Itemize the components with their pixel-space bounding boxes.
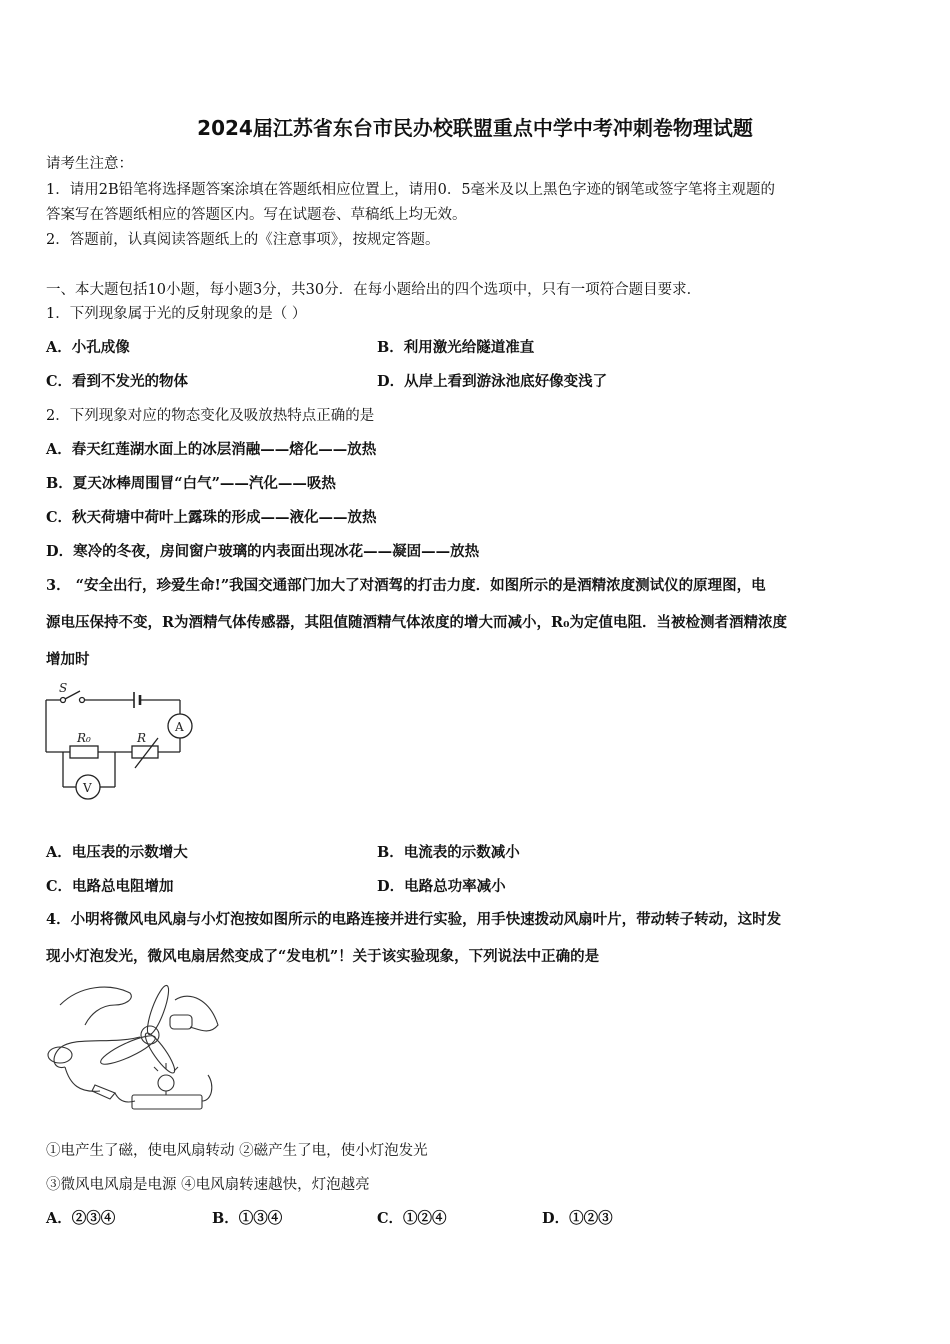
page-title: 2024届江苏省东台市民办校联盟重点中学中考冲刺卷物理试题: [197, 116, 753, 140]
r-label: R: [137, 731, 147, 745]
q4-option-c: C．①②④: [377, 1210, 447, 1227]
r0-label: R₀: [77, 731, 91, 745]
notice-item-1-line-2: 答案写在答题纸相应的答题区内。写在试题卷、草稿纸上均无效。: [46, 207, 467, 223]
q3-option-c: C．电路总电阻增加: [46, 878, 174, 895]
ammeter-label: A: [175, 720, 184, 734]
q3-option-b: B．电流表的示数减小: [377, 844, 520, 861]
q3-stem-line-3: 增加时: [46, 651, 90, 668]
q1-option-b: B．利用激光给隧道准直: [377, 339, 535, 356]
q1-option-c: C．看到不发光的物体: [46, 373, 189, 390]
q2-option-c: C．秋天荷塘中荷叶上露珠的形成——液化——放热: [46, 509, 377, 526]
q4-statements-line-1: ①电产生了磁，使电风扇转动 ②磁产生了电，使小灯泡发光: [46, 1143, 428, 1159]
notice-item-1-line-1: 1．请用2B铅笔将选择题答案涂填在答题纸相应位置上，请用0．5毫米及以上黑色字迹的钢笔或签字笔将主观题的: [46, 182, 776, 198]
fan-generator-figure: [40, 975, 225, 1125]
q4-statements-line-2: ③微风电风扇是电源 ④电风扇转速越快，灯泡越亮: [46, 1177, 370, 1193]
q1-option-a: A．小孔成像: [46, 339, 130, 356]
q3-stem-line-2: 源电压保持不变，R为酒精气体传感器，其阻值随酒精气体浓度的增大而减小，R₀为定值电阻．当被检测者酒精浓度: [46, 614, 787, 631]
q4-stem-line-1: 4．小明将微风电风扇与小灯泡按如图所示的电路连接并进行实验，用手快速拨动风扇叶片，带动转子转动，这时发: [46, 911, 782, 928]
q4-stem-line-2: 现小灯泡发光，微风电扇居然变成了“发电机”！关于该实验现象，下列说法中正确的是: [46, 948, 600, 965]
notice-heading: 请考生注意：: [46, 156, 133, 172]
q4-option-a: A．②③④: [46, 1210, 116, 1227]
q2-stem: 2．下列现象对应的物态变化及吸放热特点正确的是: [46, 408, 375, 424]
q4-option-d: D．①②③: [542, 1210, 613, 1227]
q2-option-b: B．夏天冰棒周围冒“白气”——汽化——吸热: [46, 475, 336, 492]
q3-option-a: A．电压表的示数增大: [46, 844, 188, 861]
q2-option-d: D．寒冷的冬夜，房间窗户玻璃的内表面出现冰花——凝固——放热: [46, 543, 480, 560]
q1-stem: 1．下列现象属于光的反射现象的是（ ）: [46, 306, 307, 322]
q3-option-d: D．电路总功率减小: [377, 878, 506, 895]
voltmeter-label: V: [83, 781, 92, 795]
q1-option-d: D．从岸上看到游泳池底好像变浅了: [377, 373, 608, 390]
circuit-diagram: [40, 680, 210, 805]
q2-option-a: A．春天红莲湖水面上的冰层消融——熔化——放热: [46, 441, 377, 458]
switch-label: S: [59, 681, 68, 695]
q3-stem-line-1: 3． “安全出行，珍爱生命!”我国交通部门加大了对酒驾的打击力度．如图所示的是酒精浓度测试仪的原理图，电: [46, 577, 766, 594]
section-1-instructions: 一、本大题包括10小题，每小题3分，共30分．在每小题给出的四个选项中，只有一项符合题目要求．: [46, 282, 702, 298]
q4-option-b: B．①③④: [212, 1210, 283, 1227]
notice-item-2: 2．答题前，认真阅读答题纸上的《注意事项》，按规定答题。: [46, 232, 440, 248]
